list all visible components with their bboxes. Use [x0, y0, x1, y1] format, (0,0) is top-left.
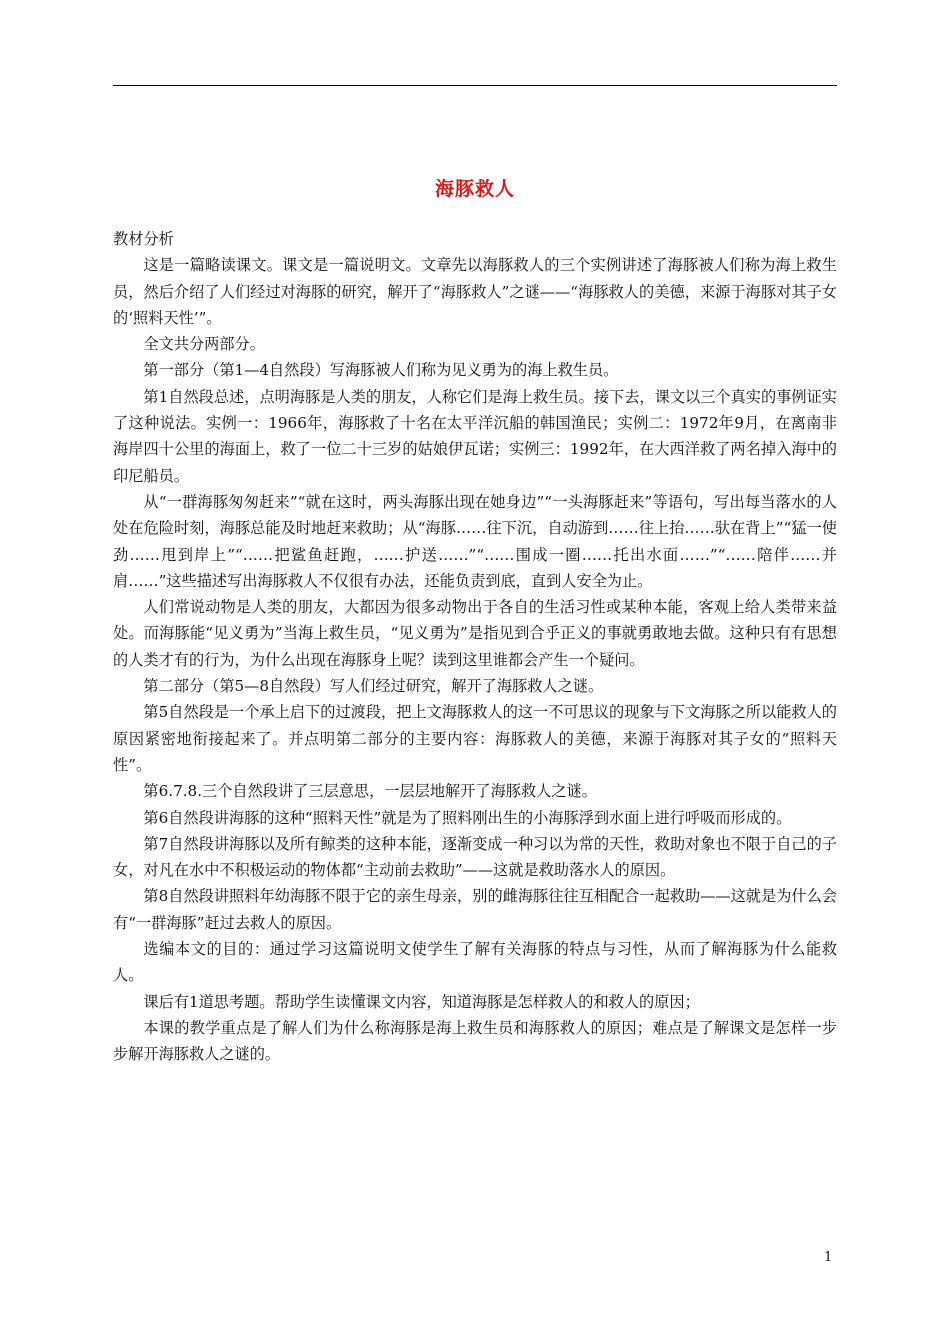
paragraph: 这是一篇略读课文。课文是一篇说明文。文章先以海豚救人的三个实例讲述了海豚被人们称为海上救生员，然后介绍了人们经过对海豚的研究，解开了“海豚救人”之谜——“海豚救人的美德，来源于海豚对其子女的‘照料天性’”。	[113, 256, 837, 327]
paragraph: 人们常说动物是人类的朋友，大都因为很多动物出于各自的生活习性或某种本能，客观上给人类带来益处。而海豚能“见义勇为”当海上救生员，“见义勇为”是指见到合乎正义的事就勇敢地去做。这种只有有思想的人类才有的行为，为什么出现在海豚身上呢？读到这里谁都会产生一个疑问。	[113, 598, 837, 669]
document-title: 海豚救人	[434, 178, 515, 200]
section-label: 教材分析	[113, 230, 174, 248]
paragraph: 本课的教学重点是了解人们为什么称海豚是海上救生员和海豚救人的原因；难点是了解课文是怎样一步步解开海豚救人之谜的。	[113, 1018, 837, 1064]
paragraph: 第二部分（第5—8自然段）写人们经过研究，解开了海豚救人之谜。	[143, 677, 604, 696]
document-body	[113, 226, 837, 1068]
paragraph: 选编本文的目的：通过学习这篇说明文使学生了解有关海豚的特点与习性，从而了解海豚为什么能救人。	[113, 940, 837, 985]
header-rule	[113, 85, 837, 86]
paragraph: 第6.7.8.三个自然段讲了三层意思，一层层地解开了海豚救人之谜。	[143, 782, 597, 801]
paragraph: 第1自然段总述，点明海豚是人类的朋友，人称它们是海上救生员。接下去，课文以三个真实的事例证实了这种说法。实例一：1966年，海豚救了十名在太平洋沉船的韩国渔民；实例二：1972年9月，在离南非海岸四十公里的海面上，救了一位二十三岁的姑娘伊瓦诺；实例三：1992年，在大西洋救了两名掉入海中的印尼船员。	[113, 387, 837, 485]
paragraph: 第7自然段讲海豚以及所有鲸类的这种本能，逐渐变成一种习以为常的天性，救助对象也不限于自己的子女，对凡在水中不积极运动的物体都“主动前去救助”——这就是救助落水人的原因。	[113, 834, 837, 880]
paragraph: 第5自然段是一个承上启下的过渡段，把上文海豚救人的这一不可思议的现象与下文海豚之所以能救人的原因紧密地衔接起来了。并点明第二部分的主要内容：海豚救人的美德，来源于海豚对其子女的“照料天性”。	[113, 703, 837, 774]
page-number: 1	[824, 1250, 833, 1265]
paragraph: 第6自然段讲海豚的这种“照料天性”就是为了照料刚出生的小海豚浮到水面上进行呼吸而形成的。	[143, 808, 792, 827]
paragraph: 第一部分（第1—4自然段）写海豚被人们称为见义勇为的海上救生员。	[143, 361, 619, 380]
paragraph: 全文共分两部分。	[143, 335, 265, 354]
paragraph: 从“一群海豚匆匆赶来”“就在这时，两头海豚出现在她身边”“一头海豚赶来”等语句，写出每当落水的人处在危险时刻，海豚总能及时地赶来救助；从“海豚……往下沉，自动游到……往上抬……驮在背上”“猛一使劲……甩到岸上”“……把鲨鱼赶跑，……护送……”“……围成一圈……托出水面……”“……陪伴……并肩……”这些描述写出海豚救人不仅很有办法，还能负责到底，直到人安全为止。	[113, 492, 837, 590]
paragraph: 第8自然段讲照料年幼海豚不限于它的亲生母亲，别的雌海豚往往互相配合一起救助——这就是为什么会有“一群海豚”赶过去救人的原因。	[113, 887, 837, 932]
paragraph: 课后有1道思考题。帮助学生读懂课文内容，知道海豚是怎样救人的和救人的原因；	[143, 992, 700, 1011]
